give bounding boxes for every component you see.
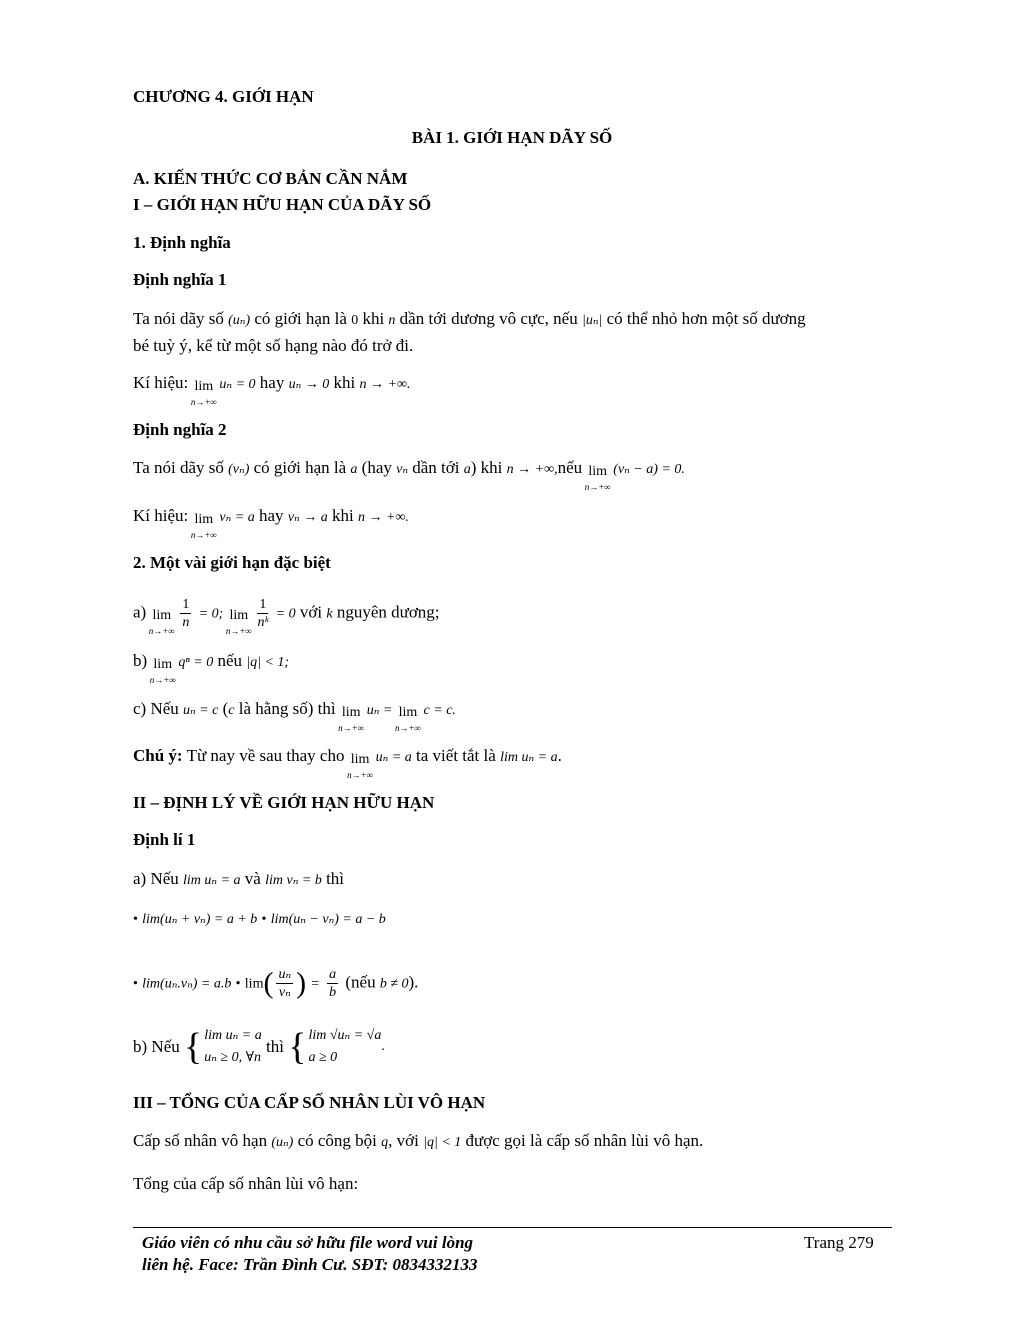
subsection-1-heading: 1. Định nghĩa — [133, 233, 231, 252]
theorem-1-a-line: a) Nếu lim uₙ = a và lim vₙ = b thì — [133, 869, 345, 888]
geometric-sum-line: Tổng của cấp số nhân lùi vô hạn: — [133, 1174, 359, 1193]
page-number: Trang 279 — [804, 1233, 874, 1252]
section-a-heading: A. KIẾN THỨC CƠ BẢN CẦN NẮM — [133, 169, 408, 188]
definition-2-notation: Kí hiệu: lim n→+∞ vₙ = a hay vₙ → a khi n → +∞. — [133, 506, 409, 540]
section-i-heading: I – GIỚI HẠN HỮU HẠN CỦA DÃY SỐ — [133, 195, 432, 214]
geometric-definition-line: Cấp số nhân vô hạn (uₙ) có công bội q, với |q| < 1 được gọi là cấp số nhân lùi vô hạn. — [133, 1131, 704, 1150]
special-limit-a: a) lim n→+∞ $\frac{1}{n}$ = 0; lim n→+∞ $\frac{1}{\text{nᵏ}}$ = 0 với k nguyên dương; — [133, 597, 440, 637]
definition-1-notation: Kí hiệu: lim n→+∞ uₙ = 0 hay uₙ → 0 khi n → +∞. — [133, 373, 411, 407]
section-iii-heading: III – TỔNG CỦA CẤP SỐ NHÂN LÙI VÔ HẠN — [133, 1093, 486, 1112]
theorem-1-b-line: b) Nếu { lim uₙ = a uₙ ≥ 0, ∀n thì { lim √uₙ = √a a ≥ 0 . — [133, 1026, 385, 1068]
special-limit-b: b) lim n→+∞ qⁿ = 0 nếu |q| < 1; — [133, 651, 290, 685]
note-line: Chú ý: Từ nay về sau thay cho lim n→+∞ uₙ = a ta viết tắt là lim uₙ = a. — [133, 746, 562, 780]
definition-2-title: Định nghĩa 2 — [133, 420, 227, 439]
theorem-1-rules-sum-diff: • lim(uₙ + vₙ) = a + b • lim(uₙ − vₙ) = a − b — [133, 912, 386, 927]
lesson-title: BÀI 1. GIỚI HẠN DÃY SỐ — [411, 128, 613, 147]
special-limit-c: c) Nếu uₙ = c (c là hằng số) thì lim n→+∞ uₙ = lim n→+∞ c = c. — [133, 699, 456, 733]
definition-1-line1: Ta nói dãy số (uₙ) có giới hạn là 0 khi n dần tới dương vô cực, nếu |uₙ| có thể nhỏ hơn một số dương — [133, 309, 806, 328]
definition-1-title: Định nghĩa 1 — [133, 270, 227, 289]
definition-2-line1: Ta nói dãy số (vₙ) có giới hạn là a (hay vₙ dần tới a) khi n → +∞,nếu lim n→+∞ (vₙ − a) = 0. — [133, 458, 685, 492]
chapter-title: CHƯƠNG 4. GIỚI HẠN — [133, 87, 314, 106]
footer-contact: Giáo viên có nhu cầu sở hữu file word vui lòng liên hệ. Face: Trần Đình Cư. SĐT: 0834332133 — [142, 1233, 478, 1274]
definition-1-line2: bé tuỳ ý, kể từ một số hạng nào đó trở đi. — [133, 336, 414, 355]
subsection-2-heading: 2. Một vài giới hạn đặc biệt — [133, 553, 331, 572]
section-ii-heading: II – ĐỊNH LÝ VỀ GIỚI HẠN HỮU HẠN — [133, 793, 435, 812]
footer-divider — [133, 1227, 892, 1228]
theorem-1-rules-prod-quot: • lim(uₙ.vₙ) = a.b • lim( $\frac{\text{uₙ}}{\text{vₙ}}$ ) = $\frac{a}{b}$ (nếu b ≠ 0). — [133, 966, 419, 1000]
theorem-1-title: Định lí 1 — [133, 830, 196, 849]
